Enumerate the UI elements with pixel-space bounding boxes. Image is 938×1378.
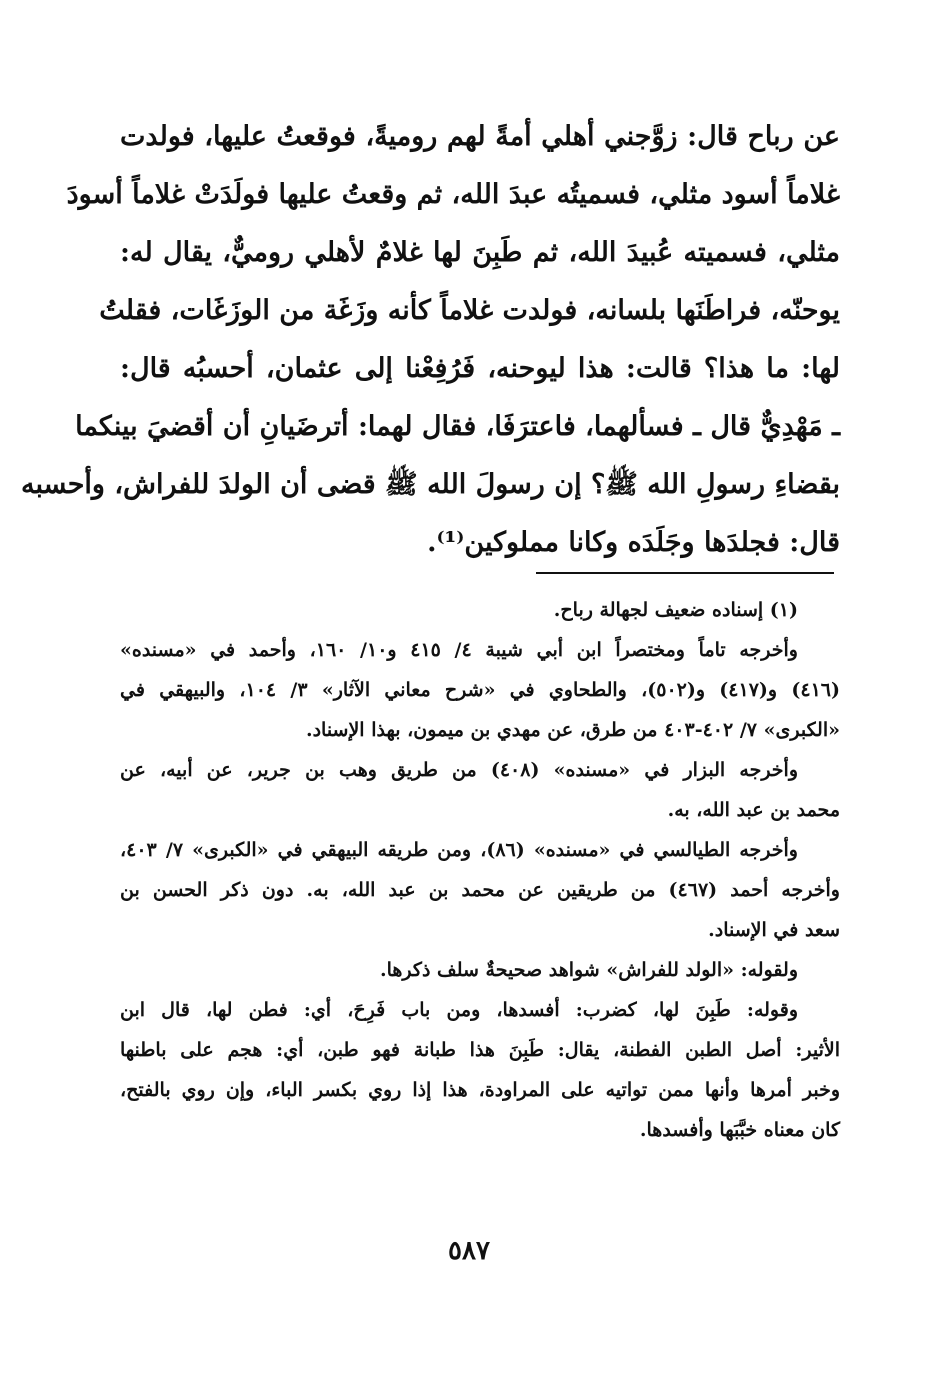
- footnote-separator: [536, 572, 834, 574]
- footnote-line: (١) إسناده ضعيف لجهالة رباح.: [553, 599, 798, 621]
- main-text-line: بقضاءِ رسولِ الله ﷺ؟ إن رسولَ الله ﷺ قضى أن الولدَ للفراش، وأحسبه: [20, 469, 840, 500]
- main-text-line: لها: ما هذا؟ قالت: هذا ليوحنه، فَرُفِعْنا إلى عثمان، أحسبُه قال:: [120, 353, 840, 384]
- main-text-line: غلاماً أسود مثلي، فسميتُه عبدَ الله، ثم وقعتُ عليها فولَدَتْ غلاماً أسودَ: [66, 179, 840, 210]
- footnotes: [120, 590, 840, 1150]
- page-number: ٥٨٧: [448, 1236, 490, 1266]
- footnote-line: محمد بن عبد الله، به.: [667, 799, 840, 821]
- footnote-line: وأخرجه تاماً ومختصراً ابن أبي شيبة ٤/ ٤١٥ و١٠/ ١٦٠، وأحمد في «مسنده»: [120, 639, 798, 661]
- footnote-line: (٤١٦) و(٤١٧) و(٥٠٢)، والطحاوي في «شرح معاني الآثار» ٣/ ١٠٤، والبيهقي في: [120, 679, 840, 701]
- footnote-line: وأخرجه أحمد (٤٦٧) من طريقين عن محمد بن عبد الله، به. دون ذكر الحسن بن: [120, 879, 840, 901]
- footnote-line: الأثير: أصل الطبن الفطنة، يقال: طَبِنَ هذا طبانة فهو طبن، أي: هجم على باطنها: [120, 1039, 840, 1061]
- footnote-line: وأخرجه الطيالسي في «مسنده» (٨٦)، ومن طريقه البيهقي في «الكبرى» ٧/ ٤٠٣،: [120, 839, 798, 861]
- footnote-line: سعد في الإسناد.: [708, 919, 840, 941]
- main-text-line: قال: فجلدَها وجَلَدَه وكانا مملوكين⁽¹⁾.: [427, 527, 840, 558]
- main-text-line: مثلي، فسميته عُبيدَ الله، ثم طَبِنَ لها غلامٌ لأهلي روميٌّ، يقال له:: [120, 237, 840, 268]
- footnote-line: وأخرجه البزار في «مسنده» (٤٠٨) من طريق وهب بن جرير، عن أبيه، عن: [120, 759, 798, 781]
- footnote-line: ولقوله: «الولد للفراش» شواهد صحيحةٌ سلف ذكرها.: [380, 959, 798, 981]
- main-text-line: عن رباح قال: زوَّجني أهلي أمةً لهم روميةً، فوقعتُ عليها، فولدت: [120, 121, 840, 152]
- footnote-line: وقوله: طَبِنَ لها، كضرب: أفسدها، ومن باب فَرِحَ، أي: فطن لها، قال ابن: [120, 999, 798, 1021]
- footnote-line: وخبر أمرها وأنها ممن تواتيه على المراودة، هذا إذا روي بكسر الباء، وإن روي بالفتح،: [120, 1079, 840, 1101]
- main-text-line: يوحنّه، فراطَنَها بلسانه، فولدت غلاماً كأنه وزَغَة من الوزَغَات، فقلتُ: [99, 295, 840, 326]
- main-text-line: ـ مَهْدِيٌّ قال ـ فسألهما، فاعترَفَا، فقال لهما: أترضَيانِ أن أقضيَ بينكما: [75, 411, 840, 442]
- main-text: [20, 108, 840, 572]
- footnote-line: «الكبرى» ٧/ ٤٠٢-٤٠٣ من طرق، عن مهدي بن ميمون، بهذا الإسناد.: [305, 719, 840, 741]
- footnote-line: كان معناه خبَّبَها وأفسدها.: [639, 1119, 840, 1141]
